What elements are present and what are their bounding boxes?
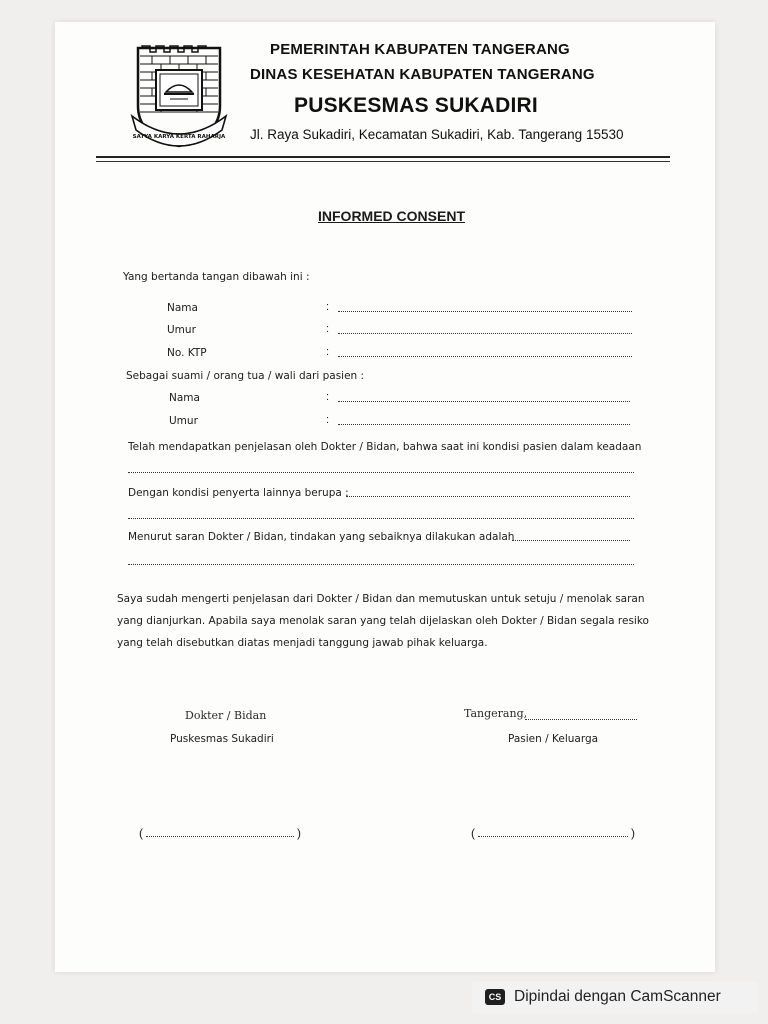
relation-text: Sebagai suami / orang tua / wali dari pasien :: [126, 370, 365, 382]
document-title: INFORMED CONSENT: [318, 208, 465, 224]
advice-text: Menurut saran Dokter / Bidan, tindakan yang sebaiknya dilakukan adalah: [128, 531, 515, 543]
signature-org-puskesmas: Puskesmas Sukadiri: [170, 733, 274, 745]
statement-line-1: Saya sudah mengerti penjelasan dari Dokter / Bidan dan memutuskan untuk setuju / menolak saran: [117, 593, 645, 605]
header-address: Jl. Raya Sukadiri, Kecamatan Sukadiri, Kab. Tangerang 15530: [250, 127, 624, 142]
header-divider-thin: [96, 161, 670, 162]
advice-blank-inline[interactable]: [512, 540, 630, 541]
comorbid-blank-inline[interactable]: [346, 496, 630, 497]
signature-paren-close-left: ): [297, 826, 301, 840]
intro-text: Yang bertanda tangan dibawah ini :: [123, 271, 310, 283]
signature-paren-open-right: (: [471, 826, 475, 840]
field-colon: :: [326, 301, 330, 313]
field-blank-umur[interactable]: [338, 333, 632, 334]
comorbid-text: Dengan kondisi penyerta lainnya berupa :: [128, 487, 349, 499]
signature-role-pasien: Pasien / Keluarga: [508, 733, 599, 745]
field-label-ktp: No. KTP: [167, 347, 207, 359]
field-blank-ktp[interactable]: [338, 356, 632, 357]
header-puskesmas: PUSKESMAS SUKADIRI: [294, 94, 538, 117]
signature-place: Tangerang,: [464, 707, 528, 720]
signature-name-blank-dokter[interactable]: [146, 836, 294, 837]
statement-line-2: yang dianjurkan. Apabila saya menolak saran yang telah dijelaskan oleh Dokter / Bidan segala resiko: [117, 615, 649, 627]
signature-paren-open-left: (: [139, 826, 143, 840]
field-colon: :: [326, 391, 330, 403]
condition-blank[interactable]: [128, 472, 634, 473]
condition-text: Telah mendapatkan penjelasan oleh Dokter / Bidan, bahwa saat ini kondisi pasien dalam keadaan: [128, 441, 642, 453]
camscanner-logo-icon: CS: [485, 989, 505, 1005]
field-label-nama: Nama: [167, 302, 198, 314]
camscanner-watermark: [472, 981, 758, 1013]
field-blank-nama-wali[interactable]: [338, 401, 630, 402]
signature-role-dokter: Dokter / Bidan: [185, 709, 267, 722]
statement-line-3: yang telah disebutkan diatas menjadi tanggung jawab pihak keluarga.: [117, 637, 488, 649]
field-label-nama-wali: Nama: [169, 392, 200, 404]
header-department: DINAS KESEHATAN KABUPATEN TANGERANG: [250, 66, 595, 83]
header-government: PEMERINTAH KABUPATEN TANGERANG: [270, 41, 570, 58]
field-label-umur: Umur: [167, 324, 196, 336]
advice-blank[interactable]: [128, 564, 634, 565]
field-blank-nama[interactable]: [338, 311, 632, 312]
signature-name-blank-pasien[interactable]: [478, 836, 628, 837]
signature-paren-close-right: ): [631, 826, 635, 840]
field-label-umur-wali: Umur: [169, 415, 198, 427]
header-divider-thick: [96, 156, 670, 158]
camscanner-label: Dipindai dengan CamScanner: [514, 988, 721, 1005]
signature-date-blank[interactable]: [525, 719, 637, 720]
comorbid-blank[interactable]: [128, 518, 634, 519]
kabupaten-tangerang-emblem: [130, 44, 228, 150]
field-blank-umur-wali[interactable]: [338, 424, 630, 425]
field-colon: :: [326, 414, 330, 426]
field-colon: :: [326, 323, 330, 335]
emblem-motto: SATYA KARYA KERTA RAHARJA: [132, 134, 226, 140]
field-colon: :: [326, 346, 330, 358]
